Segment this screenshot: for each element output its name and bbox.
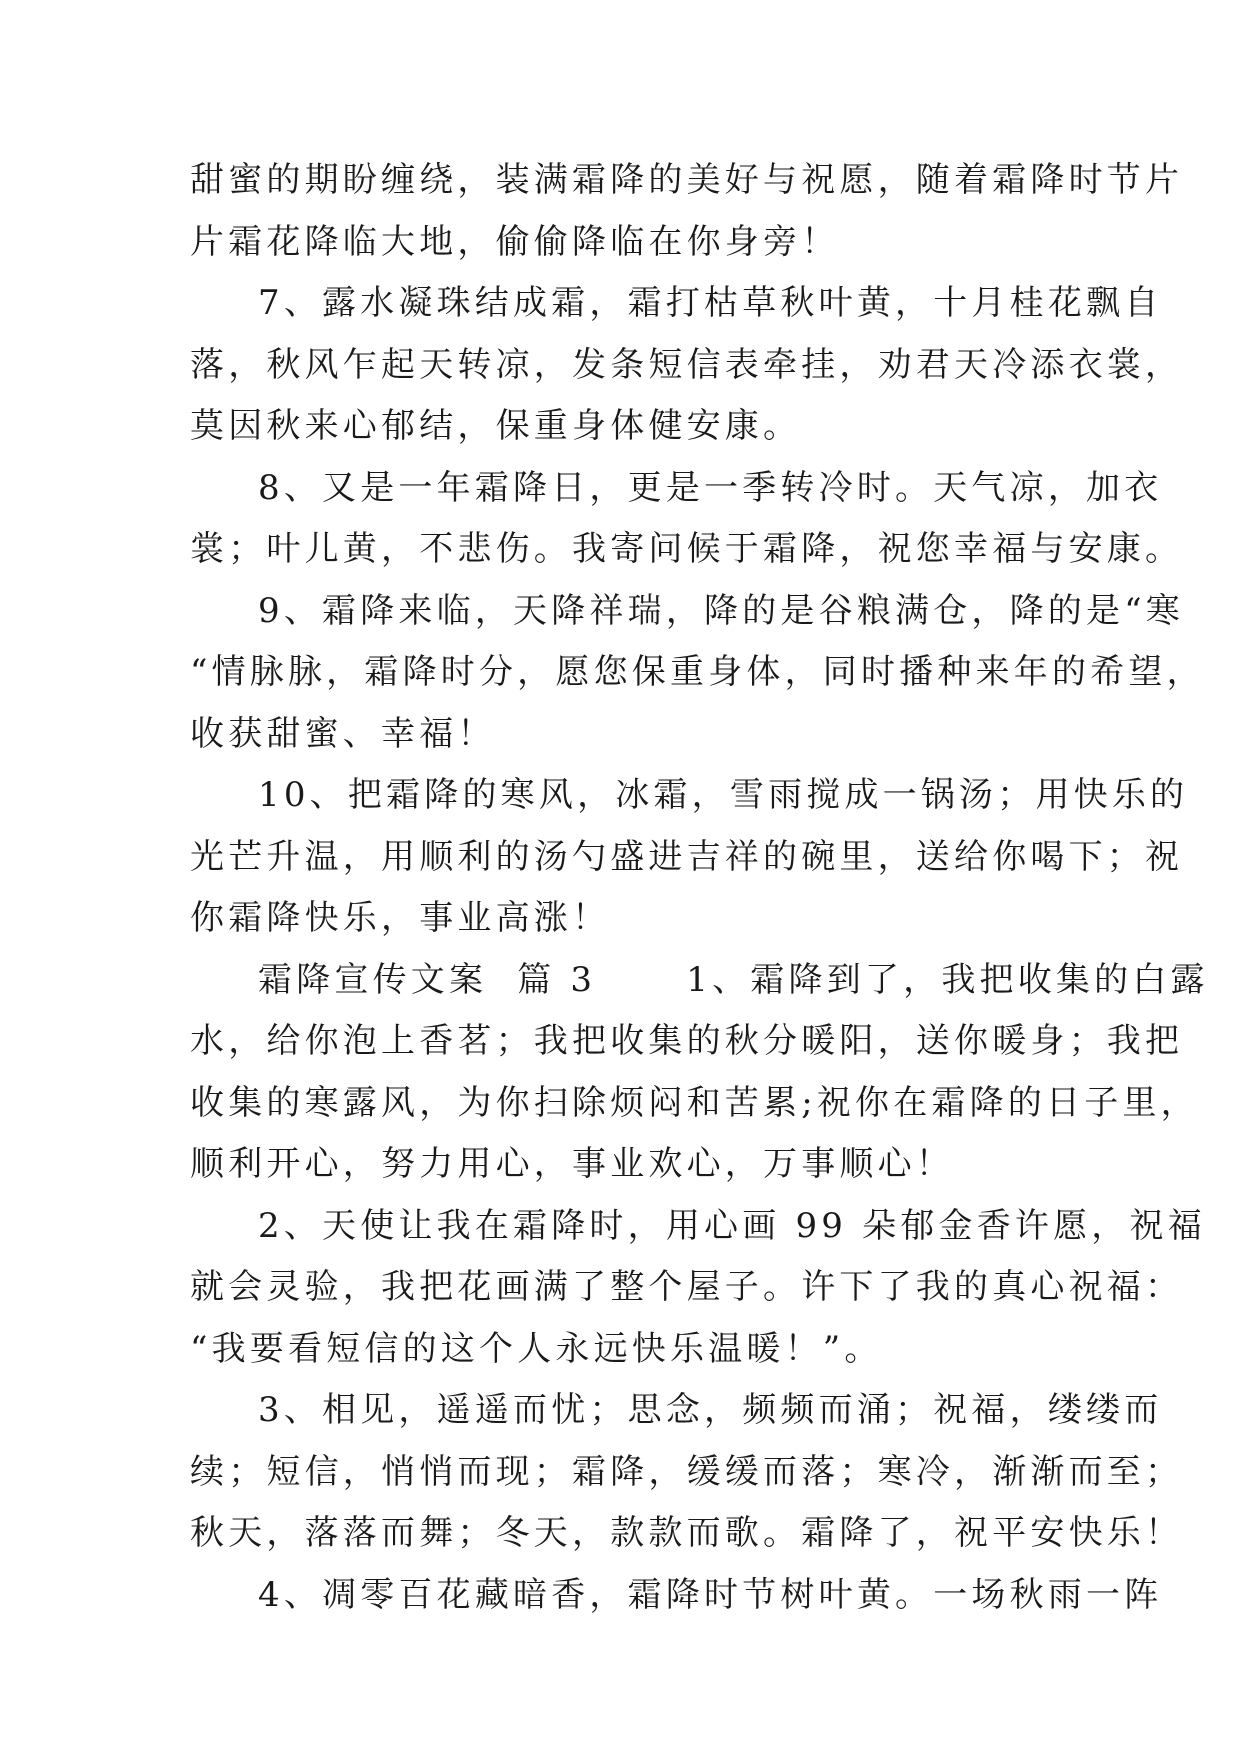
text-line: 秋天，落落而舞；冬天，款款而歌。霜降了，祝平安快乐！: [190, 1513, 1184, 1553]
text-line: 续；短信，悄悄而现；霜降，缓缓而落；寒冷，渐渐而至；: [190, 1451, 1184, 1492]
text-line: 收获甜蜜、幸福！: [190, 713, 496, 754]
text-line: 莫因秋来心郁结，保重身体健安康。: [190, 406, 802, 446]
text-line: “我要看短信的这个人永远快乐温暖！”。: [190, 1328, 883, 1369]
text-line: 水，给你泡上香茗；我把收集的秋分暖阳，送你暖身；我把: [190, 1021, 1184, 1061]
text-line: 光芒升温，用顺利的汤勺盛进吉祥的碗里，送给你喝下；祝: [190, 836, 1184, 877]
document-body: [190, 150, 1209, 1626]
text-line: 4、凋零百花藏暗香，霜降时节树叶黄。一场秋雨一阵: [258, 1574, 1163, 1615]
text-line: 就会灵验，我把花画满了整个屋子。许下了我的真心祝福：: [190, 1267, 1184, 1307]
text-line: 落，秋风乍起天转凉，发条短信表牵挂，劝君天冷添衣裳，: [190, 344, 1184, 385]
section-heading-line: 霜降宣传文案 篇 3 1、霜降到了，我把收集的白露: [258, 959, 1209, 1000]
text-line: 收集的寒露风，为你扫除烦闷和苦累;祝你在霜降的日子里，: [190, 1082, 1199, 1123]
text-line: 片霜花降临大地，偷偷降临在你身旁！: [190, 221, 840, 262]
text-line: 你霜降快乐，事业高涨！: [190, 898, 611, 938]
text-line: 裳；叶儿黄，不悲伤。我寄问候于霜降，祝您幸福与安康。: [190, 529, 1184, 569]
text-line: 9、霜降来临，天降祥瑞，降的是谷粮满仓，降的是“寒: [258, 590, 1185, 631]
text-line: 3、相见，遥遥而忧；思念，频频而涌；祝福，缕缕而: [258, 1390, 1163, 1430]
text-line: 甜蜜的期盼缠绕，装满霜降的美好与祝愿，随着霜降时节片: [190, 160, 1184, 200]
text-line: “情脉脉，霜降时分，愿您保重身体，同时播种来年的希望，: [190, 652, 1205, 692]
text-line: 7、露水凝珠结成霜，霜打枯草秋叶黄，十月桂花飘自: [258, 283, 1163, 323]
text-line: 2、天使让我在霜降时，用心画 99 朵郁金香许愿，祝福: [258, 1205, 1206, 1246]
text-line: 8、又是一年霜降日，更是一季转冷时。天气凉，加衣: [258, 467, 1163, 508]
text-line: 10、把霜降的寒风，冰霜，雪雨搅成一锅汤；用快乐的: [258, 775, 1189, 815]
text-line: 顺利开心，努力用心，事业欢心，万事顺心！: [190, 1144, 954, 1184]
